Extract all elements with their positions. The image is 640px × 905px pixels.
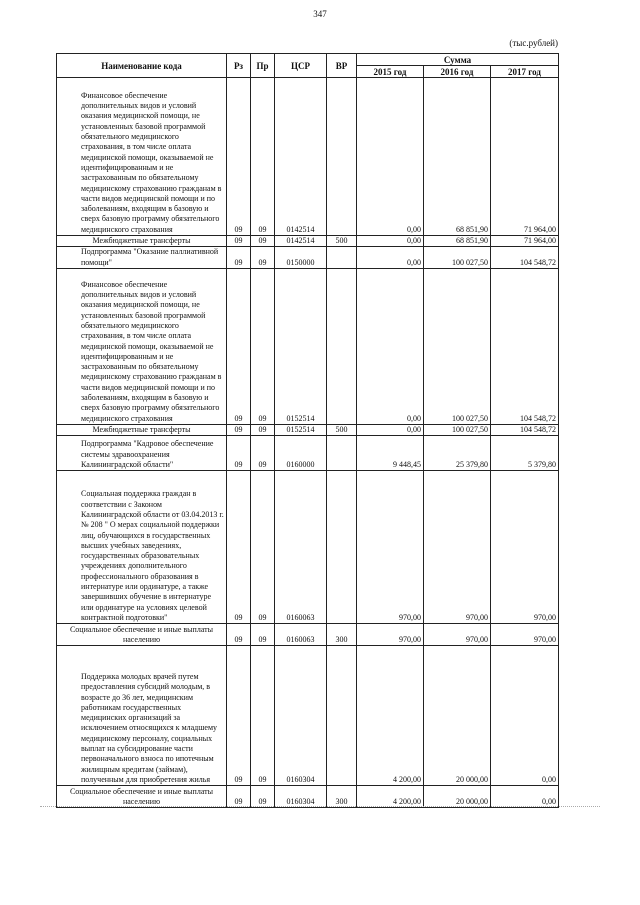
cell-vr: [327, 78, 357, 236]
cell-pr: 09: [251, 624, 275, 646]
cell-pr: 09: [251, 247, 275, 269]
cell-csr: 0150000: [275, 247, 327, 269]
cell-csr: 0142514: [275, 236, 327, 247]
cell-y2016: 68 851,90: [424, 236, 491, 247]
cell-y2016: 25 379,80: [424, 436, 491, 471]
cell-y2017: 970,00: [491, 624, 559, 646]
cell-pr: 09: [251, 78, 275, 236]
cell-pr: 09: [251, 646, 275, 786]
row-name-text: Финансовое обеспечение дополнительных видов и условий оказания медицинской помощи, не установленных базовой программой обязательного медицинского страхования, в том числе оплата медицинской помощи, оказываемой не идентифицированным и не застрахованным по обязательному медицинскому страхованию гражданам в части видов медицинской помощи и по заболеваниям, входящим в базовую и сверх базовую программу обязательного медицинского страхования: [81, 90, 222, 234]
cell-rz: 09: [227, 247, 251, 269]
cell-y2015: 4 200,00: [357, 646, 424, 786]
cell-csr: 0160304: [275, 646, 327, 786]
cell-rz: 09: [227, 236, 251, 247]
cell-vr: [327, 268, 357, 424]
row-name: [57, 78, 227, 236]
cell-y2015: 0,00: [357, 78, 424, 236]
row-name-text: Социальная поддержка граждан в соответствии с Законом Калининградской области от 03.04.2013 г. № 208 " О мерах социальной поддержки лиц, обучающихся в государственных высших учебных заведениях, государственных образовательных учреждениях дополнительного профессионального образования в интернатуре или ординатуре, а также завершивших обучение в интернатуре или ординатуре на условиях целевой контрактной подготовки": [81, 489, 224, 622]
cell-rz: 09: [227, 436, 251, 471]
cell-pr: 09: [251, 236, 275, 247]
cell-vr: 500: [327, 424, 357, 435]
cell-csr: 0160000: [275, 436, 327, 471]
header-name: Наименование кода: [57, 54, 227, 78]
cell-y2017: 104 548,72: [491, 424, 559, 435]
cell-rz: 09: [227, 624, 251, 646]
cell-y2017: 71 964,00: [491, 78, 559, 236]
cell-y2015: 9 448,45: [357, 436, 424, 471]
cell-y2016: 20 000,00: [424, 786, 491, 808]
cell-pr: 09: [251, 268, 275, 424]
cell-y2015: 0,00: [357, 236, 424, 247]
cell-pr: 09: [251, 786, 275, 808]
header-pr: Пр: [251, 54, 275, 78]
table-row: [57, 268, 559, 424]
cell-y2015: 4 200,00: [357, 786, 424, 808]
cell-y2016: 68 851,90: [424, 78, 491, 236]
table-row: [57, 624, 559, 646]
row-name: [57, 236, 227, 247]
page-number: 347: [313, 9, 327, 19]
row-name: [57, 471, 227, 624]
cell-vr: 500: [327, 236, 357, 247]
header-vr: ВР: [327, 54, 357, 78]
cell-rz: 09: [227, 646, 251, 786]
cell-pr: 09: [251, 471, 275, 624]
cell-rz: 09: [227, 471, 251, 624]
cell-y2016: 100 027,50: [424, 268, 491, 424]
table-row: [57, 436, 559, 471]
header-2015: 2015 год: [357, 66, 424, 78]
row-name-text: Подпрограмма "Кадровое обеспечение системы здравоохранения Калининградской области": [81, 439, 214, 469]
row-name-text: Финансовое обеспечение дополнительных видов и условий оказания медицинской помощи, не установленных базовой программой обязательного медицинского страхования, в том числе оплата медицинской помощи, оказываемой не идентифицированным и не застрахованным по обязательному медицинскому страхованию гражданам в части видов медицинской помощи и по заболеваниям, входящим в базовую и сверх базовую программу обязательного медицинского страхования: [81, 279, 222, 423]
row-name: [57, 247, 227, 269]
row-name: [57, 268, 227, 424]
row-name: [57, 786, 227, 808]
cell-y2017: 104 548,72: [491, 268, 559, 424]
row-name-text: Межбюджетные трансферты: [92, 236, 191, 245]
header-2016: 2016 год: [424, 66, 491, 78]
cell-vr: 300: [327, 624, 357, 646]
table-row: [57, 471, 559, 624]
row-name: [57, 424, 227, 435]
cell-y2015: 970,00: [357, 624, 424, 646]
table-row: [57, 646, 559, 786]
units-label: (тыс.рублей): [509, 38, 558, 48]
cell-y2016: 20 000,00: [424, 646, 491, 786]
cell-rz: 09: [227, 424, 251, 435]
row-name: [57, 624, 227, 646]
cell-y2017: 0,00: [491, 646, 559, 786]
cell-vr: [327, 471, 357, 624]
row-name-text: Социальное обеспечение и иные выплаты населению: [69, 786, 214, 806]
cell-rz: 09: [227, 786, 251, 808]
cell-pr: 09: [251, 424, 275, 435]
header-csr: ЦСР: [275, 54, 327, 78]
table-row: [57, 247, 559, 269]
cell-vr: 300: [327, 786, 357, 808]
cell-csr: 0152514: [275, 268, 327, 424]
row-name: [57, 646, 227, 786]
table-row: [57, 786, 559, 808]
cell-vr: [327, 436, 357, 471]
cell-y2015: 970,00: [357, 471, 424, 624]
cell-vr: [327, 646, 357, 786]
cell-y2016: 100 027,50: [424, 424, 491, 435]
row-name: [57, 436, 227, 471]
cell-y2016: 970,00: [424, 624, 491, 646]
cell-csr: 0160304: [275, 786, 327, 808]
table-row: [57, 236, 559, 247]
cell-rz: 09: [227, 78, 251, 236]
header-rz: Рз: [227, 54, 251, 78]
row-name-text: Подпрограмма "Оказание паллиативной помощи": [81, 247, 219, 267]
table-header: [57, 54, 559, 78]
cell-csr: 0142514: [275, 78, 327, 236]
cell-csr: 0160063: [275, 471, 327, 624]
table-body: [57, 78, 559, 808]
cell-y2015: 0,00: [357, 268, 424, 424]
page-divider: [40, 806, 600, 808]
row-name-text: Межбюджетные трансферты: [92, 424, 191, 434]
cell-y2017: 71 964,00: [491, 236, 559, 247]
header-2017: 2017 год: [491, 66, 559, 78]
cell-y2017: 970,00: [491, 471, 559, 624]
row-name-text: Социальное обеспечение и иные выплаты населению: [69, 624, 214, 644]
table-row: [57, 424, 559, 435]
cell-y2017: 0,00: [491, 786, 559, 808]
cell-y2015: 0,00: [357, 247, 424, 269]
budget-table: [56, 53, 559, 808]
cell-pr: 09: [251, 436, 275, 471]
cell-y2015: 0,00: [357, 424, 424, 435]
cell-rz: 09: [227, 268, 251, 424]
cell-y2016: 100 027,50: [424, 247, 491, 269]
cell-y2016: 970,00: [424, 471, 491, 624]
header-sum: Сумма: [357, 54, 559, 66]
cell-y2017: 5 379,80: [491, 436, 559, 471]
cell-vr: [327, 247, 357, 269]
table-row: [57, 78, 559, 236]
row-name-text: Поддержка молодых врачей путем предоставления субсидий молодым, в возрасте до 36 лет, медицинским работникам государственных медицинских организаций за исключением относящихся к младшему медицинскому персоналу, социальных выплат на субсидирование части первоначального взноса по ипотечным жилищным кредитам (займам), полученным для приобретения жилья: [81, 671, 218, 784]
cell-csr: 0160063: [275, 624, 327, 646]
cell-csr: 0152514: [275, 424, 327, 435]
cell-y2017: 104 548,72: [491, 247, 559, 269]
